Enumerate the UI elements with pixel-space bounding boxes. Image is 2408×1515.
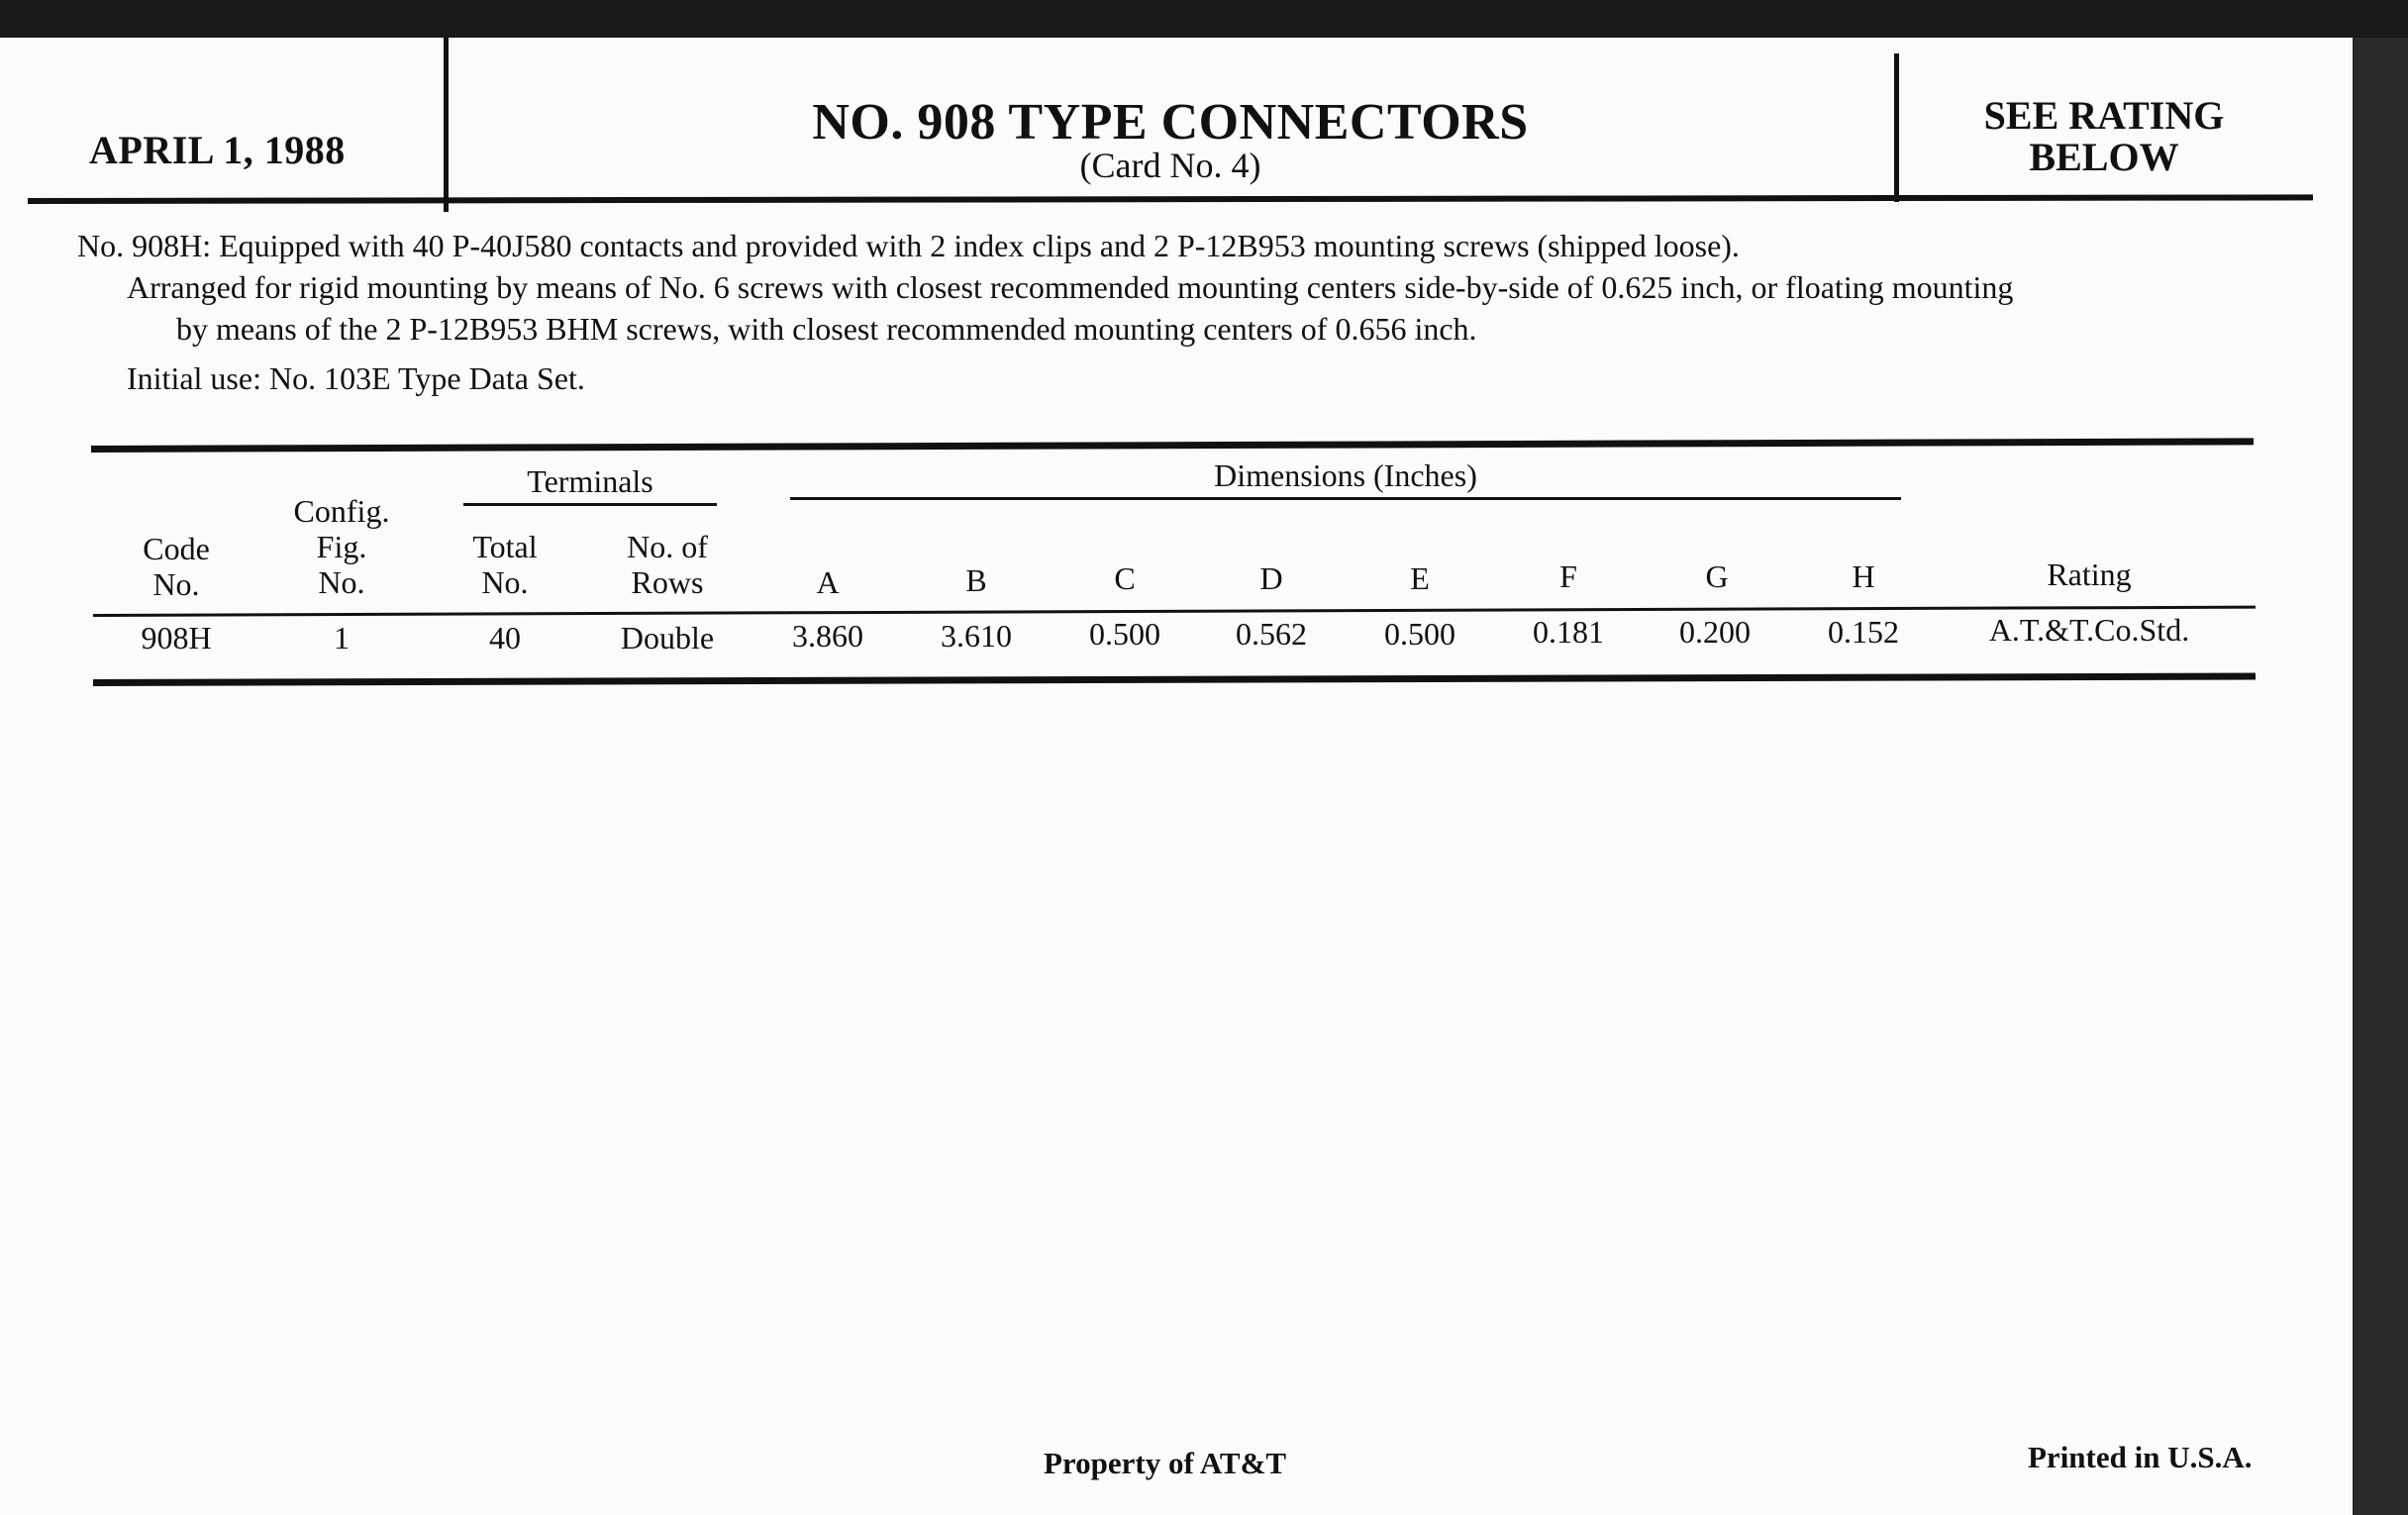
rating-note bbox=[1901, 95, 2307, 178]
col-config-label-2: Fig. bbox=[316, 529, 367, 564]
col-config-label-3: No. bbox=[318, 564, 365, 600]
dimensions-rule bbox=[790, 497, 1901, 500]
cell-d: 0.562 bbox=[1236, 616, 1307, 652]
col-config-label-1: Config. bbox=[293, 493, 390, 529]
col-code-label-2: No. bbox=[152, 566, 200, 602]
col-config-header bbox=[275, 493, 408, 600]
terminals-rule bbox=[463, 503, 717, 506]
col-rows-label-1: No. of bbox=[627, 529, 708, 564]
col-rows-header bbox=[598, 529, 737, 600]
property-notice: Property of AT&T bbox=[1044, 1446, 1287, 1480]
col-rating-header: Rating bbox=[2047, 556, 2132, 592]
cell-total: 40 bbox=[489, 620, 521, 656]
col-a-header: A bbox=[816, 564, 840, 600]
cell-rows: Double bbox=[620, 620, 715, 656]
cell-c: 0.500 bbox=[1089, 616, 1160, 652]
rating-note-line2: BELOW bbox=[2029, 135, 2179, 179]
card-number: (Card No. 4) bbox=[1079, 146, 1261, 185]
cell-a: 3.860 bbox=[792, 618, 863, 654]
cell-g: 0.200 bbox=[1679, 614, 1751, 650]
cell-f: 0.181 bbox=[1533, 614, 1604, 650]
col-f-header: F bbox=[1559, 558, 1577, 594]
cell-e: 0.500 bbox=[1384, 616, 1455, 652]
printed-notice: Printed in U.S.A. bbox=[2028, 1440, 2253, 1474]
page-title: NO. 908 TYPE CONNECTORS bbox=[812, 94, 1529, 151]
header-divider-right bbox=[1894, 53, 1899, 202]
col-d-header: D bbox=[1259, 560, 1283, 596]
col-code-header bbox=[117, 531, 236, 602]
cell-b: 3.610 bbox=[941, 618, 1012, 654]
card-edge-shadow bbox=[2353, 38, 2408, 1515]
cell-rating: A.T.&T.Co.Std. bbox=[1988, 612, 2190, 648]
description-line-2: Arranged for rigid mounting by means of No. 6 screws with closest recommended mounting centers side-by-side of 0.625 inch, or floating mounting bbox=[127, 269, 2014, 305]
col-total-label-2: No. bbox=[481, 564, 529, 600]
col-g-header: G bbox=[1705, 558, 1729, 594]
col-rows-label-2: Rows bbox=[631, 564, 704, 600]
col-total-label-1: Total bbox=[472, 529, 538, 564]
cell-code: 908H bbox=[141, 620, 212, 656]
cell-config: 1 bbox=[334, 620, 350, 656]
description-line-3: by means of the 2 P-12B953 BHM screws, with closest recommended mounting centers of 0.656 inch. bbox=[176, 311, 1477, 347]
description-line-4: Initial use: No. 103E Type Data Set. bbox=[127, 360, 585, 396]
col-h-header: H bbox=[1852, 558, 1875, 594]
terminals-group-header: Terminals bbox=[527, 463, 653, 499]
col-total-header bbox=[446, 529, 564, 600]
col-b-header: B bbox=[965, 562, 987, 598]
issue-date: APRIL 1, 1988 bbox=[89, 128, 346, 172]
description-line-1: No. 908H: Equipped with 40 P-40J580 contacts and provided with 2 index clips and 2 P-12B953 mounting screws (shipped loose). bbox=[77, 228, 1740, 263]
cell-h: 0.152 bbox=[1828, 614, 1899, 650]
col-c-header: C bbox=[1114, 560, 1136, 596]
col-e-header: E bbox=[1410, 560, 1430, 596]
rating-note-line1: SEE RATING bbox=[1983, 93, 2225, 138]
col-code-label-1: Code bbox=[143, 531, 210, 566]
dimensions-group-header: Dimensions (Inches) bbox=[1214, 457, 1477, 493]
